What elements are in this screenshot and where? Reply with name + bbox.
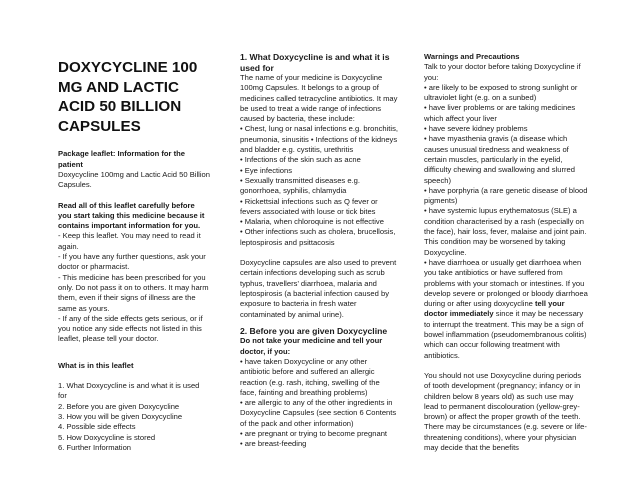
toc-item: 3. How you will be given Doxycycline: [58, 411, 183, 421]
section-1-intro: The name of your medicine is Doxycycline 100mg Capsules. It belongs to a group of medicines called tetracycline antibiotics. It may be used to treat a wide range of infections caused by bacteria, these include:: [240, 73, 398, 124]
warning-item-diarrhoea: [424, 258, 588, 361]
bullet-item: - Keep this leaflet. You may need to read it again.: [58, 231, 201, 251]
warnings-heading: Warnings and Precautions: [424, 52, 520, 61]
product-name: Doxycycline 100mg and Lactic Acid 50 Billion Capsules.: [58, 169, 210, 190]
diarrhoea-warning-text: • have diarrhoea or usually get diarrhoea when you take antibiotics or have suffered from problems with your stomach or intestines. If you develop severe or prolonged or bloody diarrhoea during or after using doxycycline: [424, 257, 588, 309]
infection-item: • Eye infections: [240, 165, 293, 175]
warning-item: • have systemic lupus erythematosus (SLE) a condition characterised by a rash (especially on the face), hair loss, fever, malaise and joint pain. This condition may be worsened by taking Doxycycline.: [424, 206, 587, 257]
contraindication-item: • are allergic to any of the other ingredients in Doxycycline Capsules (see section 6 Contents of the pack and other information): [240, 398, 397, 428]
warning-item: • have porphyria (a rare genetic disease of blood pigments): [424, 185, 588, 206]
bullet-item: - If any of the side effects gets serious, or if you notice any side effects not listed in this leaflet, please tell your doctor.: [58, 313, 203, 344]
infection-item: • Infections of the skin such as acne: [240, 155, 361, 165]
infection-item: • Sexually transmitted diseases e.g. gonorrhoea, syphilis, chlamydia: [240, 175, 360, 196]
infection-item: • Malaria, when chloroquine is not effective: [240, 217, 384, 227]
column-1: [58, 52, 210, 453]
warning-item: • have myasthenia gravis (a disease which causes unusual tiredness and weakness of certain muscles, particularly in the eyelid, difficulty chewing and swallowing and slurred speech): [424, 134, 575, 185]
section-1-heading: 1. What Doxycycline is and what it is used for: [240, 52, 390, 73]
contraindication-item: • have taken Doxycycline or any other antibiotic before and suffered an allergic reaction (e.g. rash, itching, swelling of the face, fainting and breathing problems): [240, 356, 380, 397]
infection-item: • Chest, lung or nasal infections e.g. bronchitis, pneumonia, sinusitis • Infections of the kidneys and bladder e.g. cystitis, urethritis: [240, 124, 398, 155]
leaflet-heading: Package leaflet: Information for the patient: [58, 149, 186, 169]
do-not-take-heading: Do not take your medicine and tell your doctor, if you:: [240, 336, 383, 356]
toc-item: 2. Before you are given Doxycycline: [58, 401, 180, 411]
circumstances-paragraph: There may be circumstances (e.g. severe or life-threatening conditions), where your physician may decide that the benefits: [424, 422, 587, 452]
toc-item: 4. Possible side effects: [58, 422, 136, 432]
prevention-paragraph: Doxycycline capsules are also used to prevent certain infections developing such as scrub typhus, travellers’ diarrhoea, malaria and leptospirosis (a bacterial infection caused by exposure to bacteria in fresh water contaminated by animal urine).: [240, 258, 397, 319]
warning-item: • are likely to be exposed to strong sunlight or ultraviolet light (e.g. on a sunbed): [424, 82, 578, 103]
toc-item: 1. What Doxycycline is and what it is used for: [58, 381, 200, 401]
contraindication-item: • are breast-feeding: [240, 439, 307, 449]
warning-item: • have severe kidney problems: [424, 124, 528, 134]
read-all-notice: Read all of this leaflet carefully before you start taking this medicine because it contains important information for you.: [58, 200, 205, 231]
warnings-intro: Talk to your doctor before taking Doxycycline if you:: [424, 62, 581, 82]
toc-item: 6. Further Information: [58, 442, 132, 452]
column-3: [424, 52, 588, 453]
tell-doctor-emphasis: tell your doctor immediately: [424, 299, 565, 319]
warning-item: • have liver problems or are taking medicines which affect your liver: [424, 103, 576, 123]
toc-heading: What is in this leaflet: [58, 360, 134, 370]
tooth-development-paragraph: You should not use Doxycycline during periods of tooth development (pregnancy; infancy or in children below 8 years old) as such use may lead to permanent discolouration (yellow-grey-brown) or affect the proper growth of the teeth.: [424, 370, 582, 422]
document-title: DOXYCYCLINE 100 MG AND LACTIC ACID 50 BILLION CAPSULES: [58, 59, 198, 135]
diarrhoea-warning-tail: since it may be necessary to interrupt the treatment. This may be a sign of bowel inflammation (pseudomembranous colitis) which can occur following treatment with antibiotics.: [424, 309, 587, 360]
toc-item: 5. How Doxycycline is stored: [58, 432, 156, 442]
section-2-heading: 2. Before you are given Doxycycline: [240, 325, 388, 336]
contraindication-item: • are pregnant or trying to become pregnant: [240, 429, 388, 438]
infection-item: • Rickettsial infections such as Q fever or fevers associated with louse or tick bites: [240, 196, 378, 216]
bullet-item: - This medicine has been prescribed for you only. Do not pass it on to others. It may harm them, even if their signs of illness are the same as yours.: [58, 272, 209, 313]
column-2: [240, 52, 398, 450]
bullet-item: - If you have any further questions, ask your doctor or pharmacist.: [58, 252, 206, 272]
infection-item: • Other infections such as cholera, brucellosis, leptospirosis and psittacosis: [240, 227, 396, 247]
